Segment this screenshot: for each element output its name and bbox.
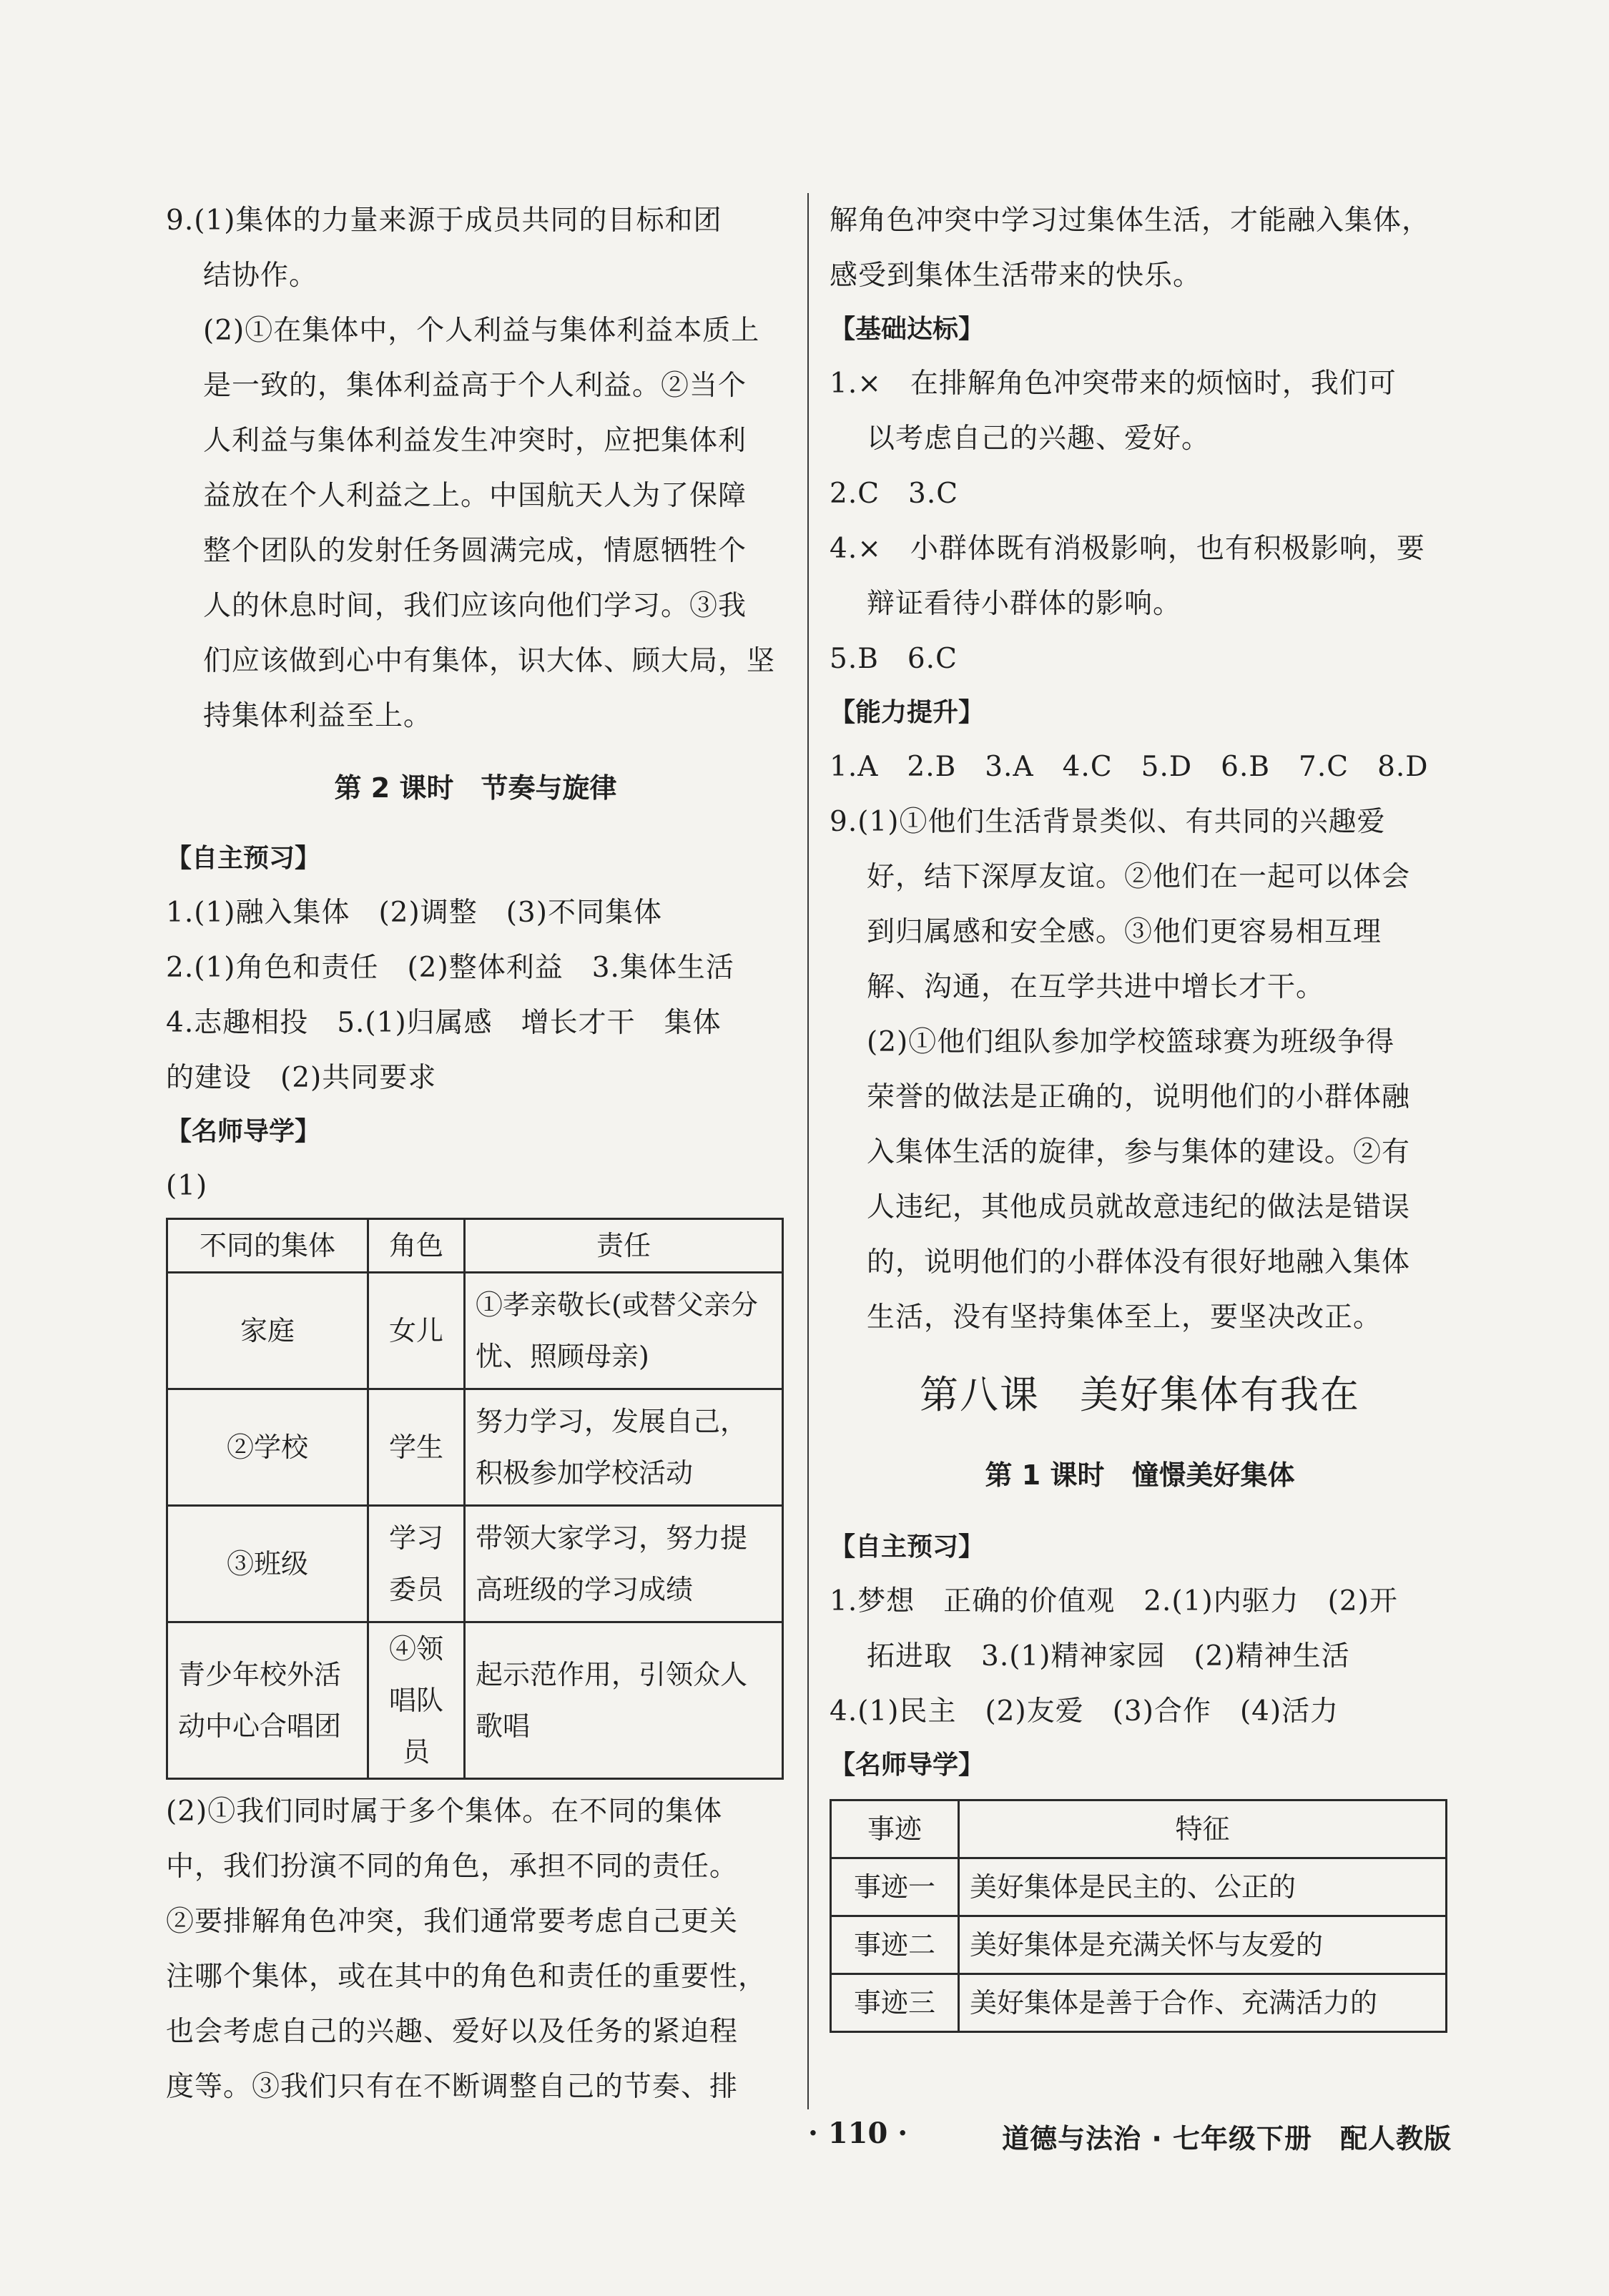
section-tag-preview: 【自主预习】 <box>830 1532 985 1562</box>
table-cell: 学生 <box>368 1389 465 1506</box>
ability-line: 到归属感和安全感。③他们更容易相互理 <box>867 916 1382 948</box>
basic-line: 2.C 3.C <box>830 478 959 510</box>
q9-line: 们应该做到心中有集体，识大体、顾大局，坚 <box>203 645 776 677</box>
table-header: 不同的集体 <box>167 1219 368 1273</box>
right-column <box>830 193 1450 2033</box>
ability-line: 9.(1)①他们生活背景类似、有共同的兴趣爱 <box>830 806 1386 838</box>
section-tag-guide: 【名师导学】 <box>830 1750 985 1780</box>
ability-line: 的，说明他们的小群体没有很好地融入集体 <box>867 1246 1411 1278</box>
section-tag-ability: 【能力提升】 <box>830 698 985 727</box>
basic-line: 4.× 小群体既有消极影响，也有积极影响，要 <box>830 533 1425 565</box>
table-cell: 家庭 <box>167 1273 368 1389</box>
page-footer <box>808 2117 1452 2159</box>
column-divider <box>807 193 809 2109</box>
ability-line: 1.A 2.B 3.A 4.C 5.D 6.B 7.C 8.D <box>830 751 1429 783</box>
basic-line: 辩证看待小群体的影响。 <box>867 588 1182 620</box>
table-cell: 带领大家学习，努力提高班级的学习成绩 <box>465 1506 783 1622</box>
ability-line: 生活，没有坚持集体至上，要坚决改正。 <box>867 1301 1382 1334</box>
table-cell: 美好集体是善于合作、充满活力的 <box>959 1974 1447 2032</box>
table-header-row <box>831 1800 1447 1858</box>
q9-line: 整个团队的发射任务圆满完成，情愿牺牲个 <box>203 535 747 567</box>
table-cell: 学习委员 <box>368 1506 465 1622</box>
table-cell: 青少年校外活动中心合唱团 <box>167 1622 368 1779</box>
ability-line: 入集体生活的旋律，参与集体的建设。②有 <box>867 1136 1411 1168</box>
book-title: 道德与法治 · 七年级下册 配人教版 <box>1002 2123 1452 2154</box>
table-row <box>167 1389 783 1506</box>
basic-line: 5.B 6.C <box>830 643 958 675</box>
answer-line: 注哪个集体，或在其中的角色和责任的重要性， <box>166 1961 767 1993</box>
table-cell: 美好集体是民主的、公正的 <box>959 1858 1447 1916</box>
basic-line: 1.× 在排解角色冲突带来的烦恼时，我们可 <box>830 368 1397 400</box>
table-cell: ④领唱队员 <box>368 1622 465 1779</box>
lesson-title: 第 2 课时 节奏与旋律 <box>334 772 617 804</box>
unit-title: 第八课 美好集体有我在 <box>920 1372 1360 1417</box>
table-header: 特征 <box>959 1800 1447 1858</box>
answer-line: 感受到集体生活带来的快乐。 <box>830 260 1202 292</box>
q9-line: 是一致的，集体利益高于个人利益。②当个 <box>203 370 747 402</box>
preview-line: 的建设 (2)共同要求 <box>166 1062 437 1094</box>
q9-line: 人利益与集体利益发生冲突时，应把集体利 <box>203 425 747 457</box>
ability-line: 好，结下深厚友谊。②他们在一起可以体会 <box>867 861 1411 893</box>
lesson-title: 第 1 课时 憧憬美好集体 <box>985 1459 1295 1491</box>
table-cell: 事迹三 <box>831 1974 959 2032</box>
roles-table <box>166 1218 784 1780</box>
traits-table <box>830 1799 1447 2033</box>
answer-line: 度等。③我们只有在不断调整自己的节奏、排 <box>166 2071 739 2103</box>
preview-line: 拓进取 3.(1)精神家园 (2)精神生活 <box>867 1640 1350 1672</box>
table-row <box>831 1916 1447 1974</box>
q9-line: 人的休息时间，我们应该向他们学习。③我 <box>203 590 747 622</box>
table-row <box>167 1622 783 1779</box>
q9-line: (2)①在集体中，个人利益与集体利益本质上 <box>203 315 760 347</box>
section-tag-preview: 【自主预习】 <box>166 844 321 873</box>
preview-line: 4.志趣相投 5.(1)归属感 增长才干 集体 <box>166 1007 722 1039</box>
table-cell: ①孝亲敬长(或替父亲分忧、照顾母亲) <box>465 1273 783 1389</box>
page-number: · 110 · <box>808 2117 908 2150</box>
preview-line: 4.(1)民主 (2)友爱 (3)合作 (4)活力 <box>830 1695 1339 1728</box>
preview-line: 1.(1)融入集体 (2)调整 (3)不同集体 <box>166 897 662 929</box>
table-header: 责任 <box>465 1219 783 1273</box>
table-label: (1) <box>166 1170 208 1202</box>
table-row <box>167 1273 783 1389</box>
left-column <box>166 193 785 2114</box>
basic-line: 以考虑自己的兴趣、爱好。 <box>867 423 1211 455</box>
q9-line: 9.(1)集体的力量来源于成员共同的目标和团 <box>166 205 722 237</box>
table-cell: 美好集体是充满关怀与友爱的 <box>959 1916 1447 1974</box>
answer-line: 也会考虑自己的兴趣、爱好以及任务的紧迫程 <box>166 2016 739 2048</box>
table-row <box>167 1506 783 1622</box>
table-row <box>831 1858 1447 1916</box>
answer-line: (2)①我们同时属于多个集体。在不同的集体 <box>166 1795 723 1828</box>
table-cell: ③班级 <box>167 1506 368 1622</box>
ability-line: (2)①他们组队参加学校篮球赛为班级争得 <box>867 1026 1395 1058</box>
section-tag-basic: 【基础达标】 <box>830 315 985 344</box>
table-cell: 起示范作用，引领众人歌唱 <box>465 1622 783 1779</box>
section-tag-guide: 【名师导学】 <box>166 1117 321 1146</box>
q9-line: 益放在个人利益之上。中国航天人为了保障 <box>203 480 747 512</box>
q9-line: 结协作。 <box>203 260 318 292</box>
table-header-row <box>167 1219 783 1273</box>
table-header: 事迹 <box>831 1800 959 1858</box>
table-cell: ②学校 <box>167 1389 368 1506</box>
answer-line: 中，我们扮演不同的角色，承担不同的责任。 <box>166 1851 739 1883</box>
preview-line: 2.(1)角色和责任 (2)整体利益 3.集体生活 <box>166 952 734 984</box>
q9-line: 持集体利益至上。 <box>203 700 433 732</box>
ability-line: 解、沟通，在互学共进中增长才干。 <box>867 971 1325 1003</box>
table-cell: 女儿 <box>368 1273 465 1389</box>
table-cell: 事迹二 <box>831 1916 959 1974</box>
ability-line: 荣誉的做法是正确的，说明他们的小群体融 <box>867 1081 1411 1113</box>
preview-line: 1.梦想 正确的价值观 2.(1)内驱力 (2)开 <box>830 1585 1398 1617</box>
table-cell: 事迹一 <box>831 1858 959 1916</box>
table-row <box>831 1974 1447 2032</box>
answer-line: ②要排解角色冲突，我们通常要考虑自己更关 <box>166 1906 739 1938</box>
table-cell: 努力学习，发展自己，积极参加学校活动 <box>465 1389 783 1506</box>
table-header: 角色 <box>368 1219 465 1273</box>
answer-line: 解角色冲突中学习过集体生活，才能融入集体， <box>830 205 1431 237</box>
ability-line: 人违纪，其他成员就故意违纪的做法是错误 <box>867 1191 1411 1223</box>
